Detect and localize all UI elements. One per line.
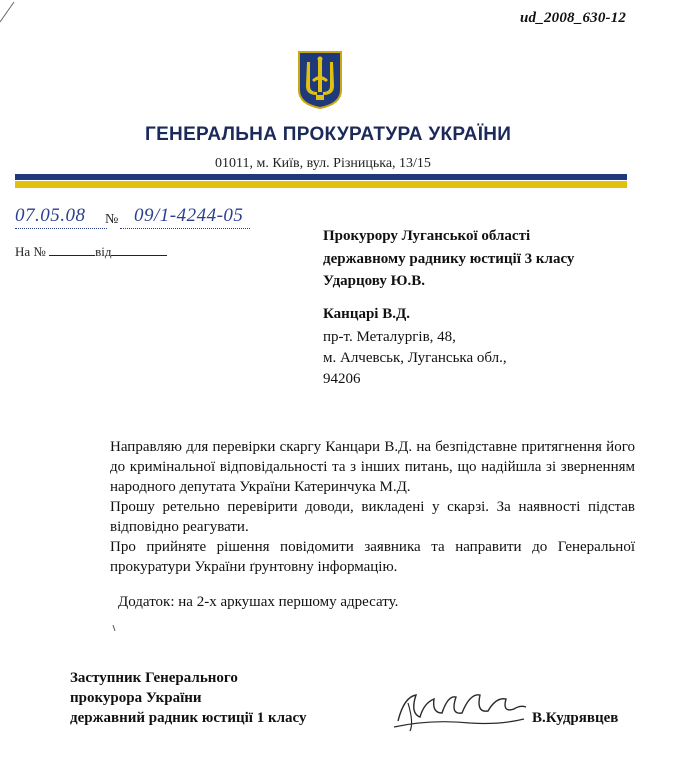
organization-name: ГЕНЕРАЛЬНА ПРОКУРАТУРА УКРАЇНИ — [145, 124, 512, 145]
document-id: ud_2008_630-12 — [520, 10, 627, 26]
scan-speck — [112, 625, 116, 631]
signer-name: В.Кудрявцев — [532, 710, 619, 726]
signer-title-line-1: Заступник Генерального — [70, 670, 238, 686]
outgoing-date: 07.05.08 — [15, 205, 86, 226]
body-paragraph-1: Направляю для перевірки скаргу Канцари В.Д. на безпідставне притягнення його до кримінальної відповідальності та з інших питань, що надійшла зі зверненням народного депутата України Катеринчука М.Д. — [110, 439, 635, 495]
reference-number-blank — [49, 243, 95, 256]
body-paragraph-3: Про прийняте рішення повідомити заявника та направити до Генеральної прокуратури України ґрунтовну інформацію. — [110, 539, 635, 575]
letter-body — [110, 437, 635, 577]
body-paragraph-2: Прошу ретельно перевірити доводи, викладені у скарзі. За наявності підстав відповідно реагувати. — [110, 499, 635, 535]
header-stripe-blue — [15, 174, 627, 180]
recipient-1-line-2: державному раднику юстиції 3 класу — [323, 251, 575, 267]
header-stripe-yellow — [15, 181, 627, 188]
reference-from-label: від — [95, 244, 112, 259]
outgoing-number-sign: № — [105, 212, 119, 227]
outgoing-number: 09/1-4244-05 — [134, 205, 244, 226]
recipient-2-address-line-1: пр-т. Металургів, 48, — [323, 329, 456, 345]
trident-coat-of-arms-icon — [297, 50, 343, 110]
signer-title-line-3: державний радник юстиції 1 класу — [70, 710, 307, 726]
attachment-note: Додаток: на 2-х аркушах першому адресату. — [118, 594, 399, 610]
date-underline — [15, 228, 107, 229]
scan-edge-mark — [0, 0, 20, 30]
recipient-2-address-line-3: 94206 — [323, 371, 361, 387]
reference-line — [15, 243, 167, 260]
reference-label: На № — [15, 244, 46, 259]
handwritten-signature — [390, 683, 530, 735]
organization-address: 01011, м. Київ, вул. Різницька, 13/15 — [215, 156, 431, 171]
recipient-1-line-1: Прокурору Луганської області — [323, 228, 531, 244]
recipient-2-name: Канцарі В.Д. — [323, 306, 411, 322]
reference-date-blank — [111, 243, 167, 256]
recipient-2-address-line-2: м. Алчевськ, Луганська обл., — [323, 350, 507, 366]
signer-title-line-2: прокурора України — [70, 690, 202, 706]
recipient-1-line-3: Ударцову Ю.В. — [323, 273, 425, 289]
number-underline — [120, 228, 250, 229]
